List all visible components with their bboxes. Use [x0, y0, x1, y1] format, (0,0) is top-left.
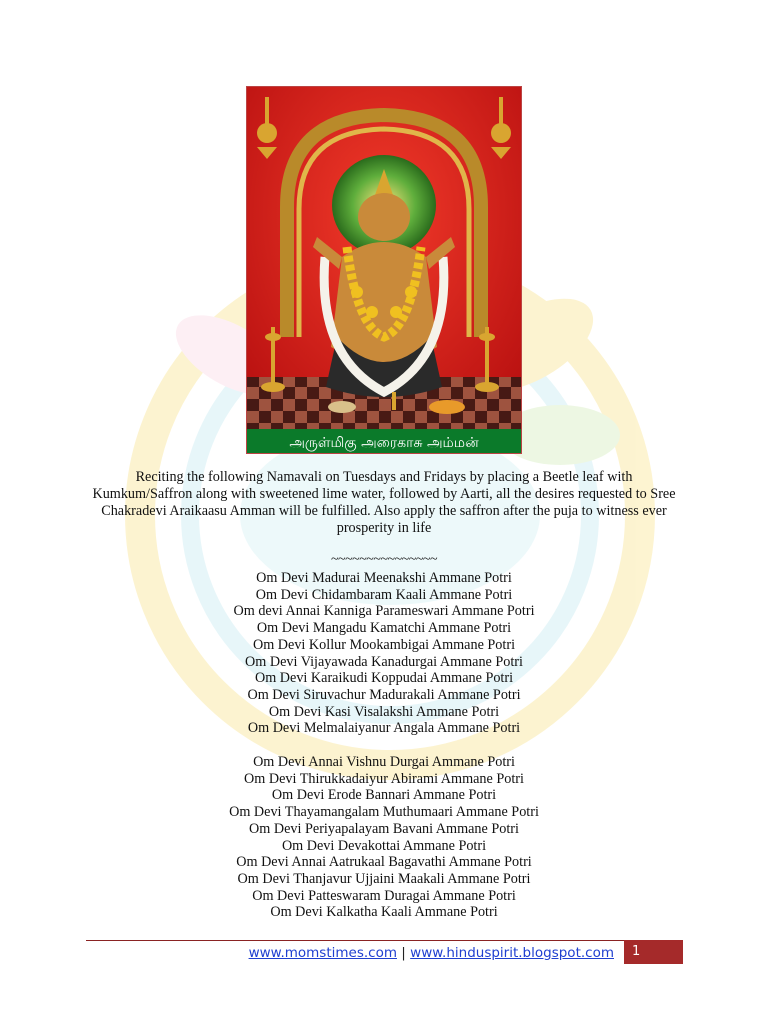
footer: [86, 940, 624, 964]
list-item: Om Devi Thayamangalam Muthumaari Ammane Potri: [229, 804, 539, 821]
list-item: Om Devi Thanjavur Ujjaini Maakali Ammane Potri: [237, 870, 531, 887]
list-item: Om Devi Devakottai Ammane Potri: [281, 837, 487, 854]
list-item: Om devi Annai Kanniga Parameswari Ammane Potri: [233, 603, 535, 620]
list-item: Om Devi Thirukkadaiyur Abirami Ammane Potri: [244, 770, 524, 787]
list-item: Om Devi Madurai Meenakshi Ammane Potri: [256, 570, 512, 586]
list-item: Om Devi Patteswaram Duragai Ammane Potri: [252, 887, 516, 904]
list-item: Om Devi Kasi Visalakshi Ammane Potri: [268, 703, 500, 720]
list-item: Om Devi Karaikudi Koppudai Ammane Potri: [254, 670, 514, 687]
list-item: Om Devi Mangadu Kamatchi Ammane Potri: [256, 620, 512, 637]
list-item: Om Devi Kollur Mookambigai Ammane Potri: [252, 636, 516, 653]
list-item: Om Devi Annai Vishnu Durgai Ammane Potri: [253, 754, 515, 770]
intro-paragraph: Reciting the following Namavali on Tuesdays and Fridays by placing a Beetle leaf with Kumkum/Saffron along with sweetened lime water, followed by Aarti, all the desires requested to Sree Chakradevi Araikaasu Amman will be fulfilled. Also apply the saffron after the puja to witness ever prosperity in life: [92, 469, 676, 536]
page-number: 1: [624, 940, 683, 964]
list-item: Om Devi Periyapalayam Bavani Ammane Potri: [249, 820, 519, 837]
potri-list-2: [0, 754, 768, 921]
list-item: Om Devi Kalkatha Kaali Ammane Potri: [270, 904, 498, 921]
footer-link-momstimes[interactable]: www.momstimes.com: [248, 945, 397, 961]
potri-list-1: [0, 570, 768, 737]
footer-link-hinduspirit[interactable]: www.hinduspirit.blogspot.com: [410, 945, 614, 961]
list-item: Om Devi Annai Aatrukaal Bagavathi Ammane Potri: [236, 854, 532, 871]
separator: ~~~~~~~~~~~~~~~: [330, 552, 438, 567]
list-item: Om Devi Erode Bannari Ammane Potri: [271, 787, 497, 804]
deity-image: [247, 87, 521, 453]
image-caption: அருள்மிகு அரைகாசு அம்மன்: [289, 435, 479, 451]
list-item: Om Devi Siruvachur Madurakali Ammane Potri: [247, 686, 521, 703]
list-item: Om Devi Melmalaiyanur Angala Ammane Potri: [247, 720, 521, 737]
list-item: Om Devi Vijayawada Kanadurgai Ammane Potri: [245, 653, 523, 670]
footer-separator: |: [401, 945, 406, 961]
list-item: Om Devi Chidambaram Kaali Ammane Potri: [255, 586, 513, 603]
